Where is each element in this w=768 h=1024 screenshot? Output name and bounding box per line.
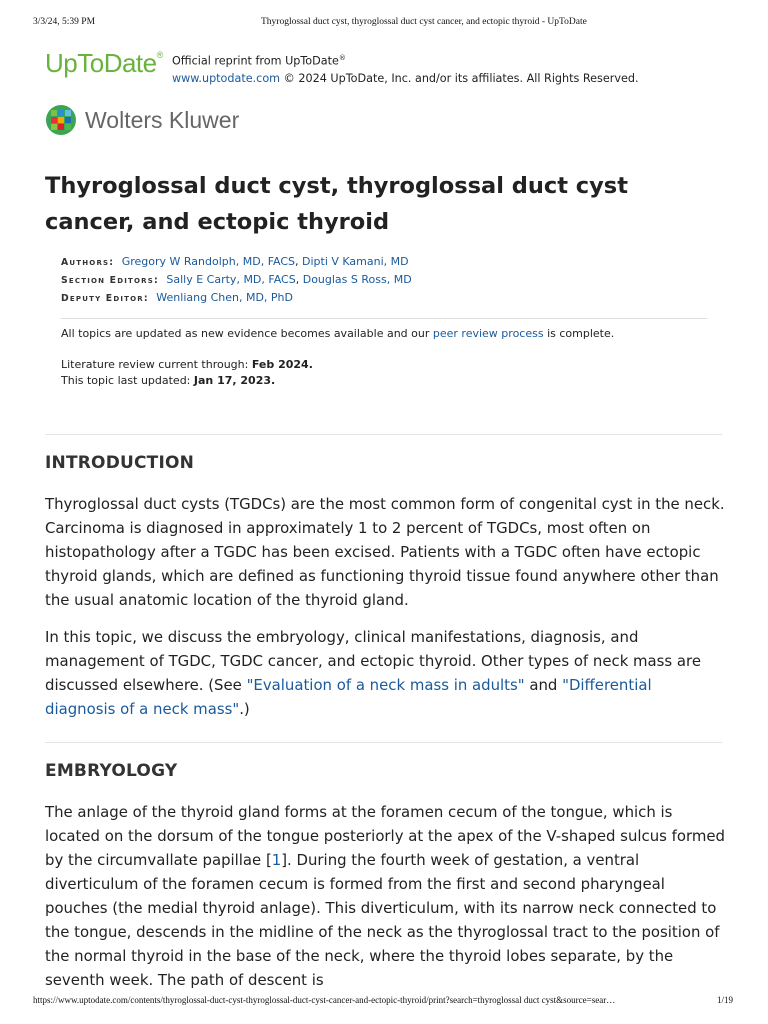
print-timestamp: 3/3/24, 5:39 PM [33,17,96,27]
divider [61,318,707,319]
print-page-title: Thyroglossal duct cyst, thyroglossal duct cyst cancer, and ectopic thyroid - UpToDate [261,17,587,27]
last-updated-date: Jan 17, 2023. [193,374,276,387]
wolters-kluwer-mosaic-icon [45,104,77,136]
reprint-notice [172,50,639,87]
introduction-paragraph-2: In this topic, we discuss the embryology, clinical manifestations, diagnosis, and management of TGDC, TGDC cancer, and ectopic thyroid. Other types of neck mass are discussed elsewhere. (See "Evaluation of a neck mass in adults" and "Differential diagnosis of a neck mass".) [45,628,702,718]
uptodate-site-link[interactable]: www.uptodate.com [172,71,281,85]
authors-row: Authors: Gregory W Randolph, MD, FACS, Dipti V Kamani, MD [61,255,409,268]
article-credits [61,253,412,307]
deputy-editor-link[interactable]: Wenliang Chen, MD, PhD [156,291,293,304]
introduction-paragraph-1: Thyroglossal duct cysts (TGDCs) are the most common form of congenital cyst in the neck. Carcinoma is diagnosed in approximately 1 to 2 percent of TGDCs, most often on histopathology after a TGDC has been excised. Patients with a TGDC often have ectopic thyroid glands, which are defined as functioning thyroid tissue found anywhere other than the usual anatomic location of the thyroid gland. [45,495,725,609]
section-editor-link[interactable]: Douglas S Ross, MD [302,273,412,286]
uptodate-logo[interactable] [45,48,163,79]
page-number: 1/19 [717,995,734,1005]
embryology-paragraph-1: The anlage of the thyroid gland forms at the foramen cecum of the tongue, which is located on the dorsum of the tongue posteriorly at the apex of the V-shaped sulcus formed by the circumvallate papillae [1]. During the fourth week of gestation, a ventral diverticulum of the foramen cecum is formed from the first and second pharyngeal pouches (the medial thyroid anlage). This diverticulum, with its narrow neck connected to the tongue, descends in the midline of the neck as the thyroglossal tract to the position of the normal thyroid in the base of the neck, where the thyroid lobes separate, by the seventh week. The path of descent is [45,803,725,989]
authors-label: Authors: [61,257,115,268]
peer-review-notice: All topics are updated as new evidence becomes available and our peer review process is complete. [61,327,615,340]
lit-review-date: Feb 2024. [251,358,313,371]
section-divider [45,742,722,743]
topic-link-neck-mass-differential[interactable]: "Differential diagnosis of a neck mass" [45,676,652,718]
section-divider [45,434,722,435]
section-editors-label: Section Editors: [61,275,159,286]
article-title: Thyroglossal duct cyst, thyroglossal duct cyst cancer, and ectopic thyroid [45,173,628,235]
topic-link-neck-mass-evaluation[interactable]: "Evaluation of a neck mass in adults" [246,676,525,694]
reference-link[interactable]: 1 [271,851,282,869]
brand-header [45,48,745,88]
registered-mark: ® [156,50,163,60]
introduction-heading: INTRODUCTION [45,453,195,473]
embryology-heading: EMBRYOLOGY [45,761,178,781]
uptodate-logo-text: UpToDate [45,48,157,78]
author-link[interactable]: Gregory W Randolph, MD, FACS [121,255,296,268]
deputy-editor-label: Deputy Editor: [61,293,149,304]
publisher-name: Wolters Kluwer [85,107,240,133]
section-editors-row: Section Editors: Sally E Carty, MD, FACS, Douglas S Ross, MD [61,273,412,286]
reprint-text: Official reprint from UpToDate [172,54,339,68]
peer-review-link[interactable]: peer review process [432,327,544,340]
copyright-text: © 2024 UpToDate, Inc. and/or its affiliates. All Rights Reserved. [280,71,639,85]
reprint-registered-mark: ® [338,54,346,62]
section-editor-link[interactable]: Sally E Carty, MD, FACS [166,273,296,286]
print-url: https://www.uptodate.com/contents/thyroglossal-duct-cyst-thyroglossal-duct-cyst-cancer-and-ectopic-thyroid/print?search=thyroglossal duct cyst&source=sear… [33,995,616,1005]
review-dates: Literature review current through: Feb 2024. This topic last updated: Jan 17, 2023. [61,358,313,387]
deputy-editor-row [61,289,412,307]
author-link[interactable]: Dipti V Kamani, MD [302,255,409,268]
